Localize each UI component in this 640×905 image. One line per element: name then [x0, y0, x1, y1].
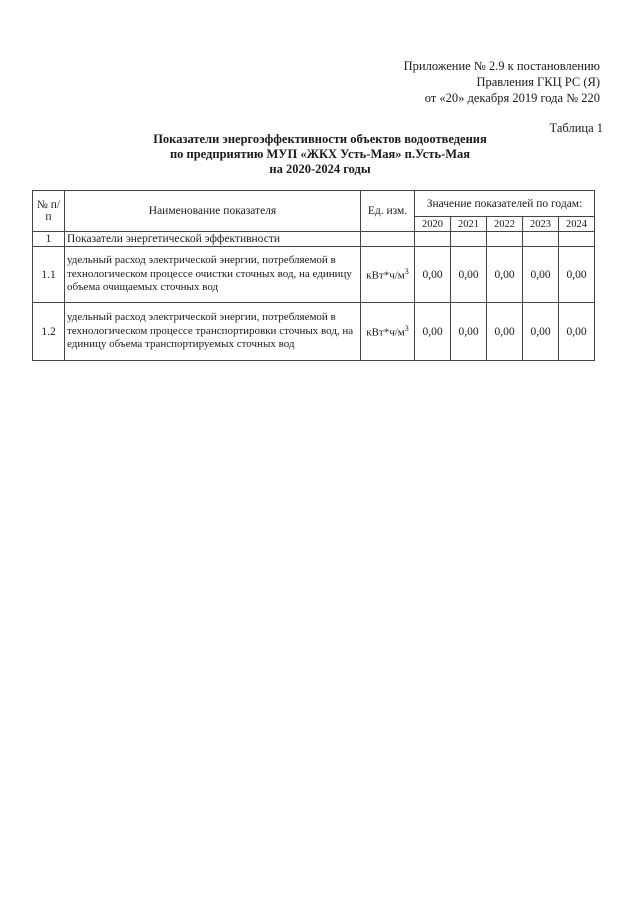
appendix-line-1: Приложение № 2.9 к постановлению: [403, 59, 600, 73]
empty-cell: [361, 232, 415, 247]
section-row: [33, 232, 595, 247]
header-values-by-year: Значение показателей по годам:: [415, 191, 595, 217]
row-value: 0,00: [487, 247, 523, 303]
header-year: 2021: [451, 217, 487, 232]
row-value: 0,00: [523, 303, 559, 361]
table-row: [33, 247, 595, 303]
row-value: 0,00: [487, 303, 523, 361]
appendix-line-2: Правления ГКЦ РС (Я): [476, 75, 600, 89]
header-year: 2020: [415, 217, 451, 232]
row-value: 0,00: [559, 303, 595, 361]
row-value: 0,00: [559, 247, 595, 303]
empty-cell: [487, 232, 523, 247]
row-indicator-name: удельный расход электрической энергии, потребляемой в технологическом процессе очистки сточных вод, на единицу объема очищаемых сточных вод: [65, 247, 361, 303]
title-line-3: на 2020-2024 годы: [269, 162, 371, 176]
header-number: № п/п: [33, 191, 65, 232]
row-indicator-name: удельный расход электрической энергии, потребляемой в технологическом процессе транспортировки сточных вод, на единицу объема транспортируемых сточных вод: [65, 303, 361, 361]
header-indicator-name: Наименование показателя: [65, 191, 361, 232]
appendix-line-3: от «20» декабря 2019 года № 220: [424, 91, 600, 105]
header-year: 2024: [559, 217, 595, 232]
title-line-1: Показатели энергоэффективности объектов водоотведения: [153, 132, 487, 146]
empty-cell: [415, 232, 451, 247]
table-label: Таблица 1: [549, 121, 603, 135]
row-unit: $кВт*ч/м^3$: [361, 303, 415, 361]
header-year: 2023: [523, 217, 559, 232]
title-line-2: по предприятию МУП «ЖКХ Усть-Мая» п.Усть-Мая: [169, 147, 471, 161]
empty-cell: [523, 232, 559, 247]
empty-cell: [559, 232, 595, 247]
row-number: 1.2: [33, 303, 65, 361]
row-number: 1.1: [33, 247, 65, 303]
row-value: 0,00: [415, 247, 451, 303]
document-title: [120, 132, 520, 177]
header-year: 2022: [487, 217, 523, 232]
section-number: 1: [33, 232, 65, 247]
header-unit: Ед. изм.: [361, 191, 415, 232]
appendix-reference: [404, 58, 600, 106]
empty-cell: [451, 232, 487, 247]
table-row: [33, 303, 595, 361]
header-row: [33, 191, 595, 217]
row-value: 0,00: [451, 303, 487, 361]
row-value: 0,00: [451, 247, 487, 303]
row-unit: $кВт*ч/м^3$: [361, 247, 415, 303]
row-value: 0,00: [415, 303, 451, 361]
section-title: Показатели энергетической эффективности: [65, 232, 361, 247]
row-value: 0,00: [523, 247, 559, 303]
indicators-table: [32, 190, 595, 361]
